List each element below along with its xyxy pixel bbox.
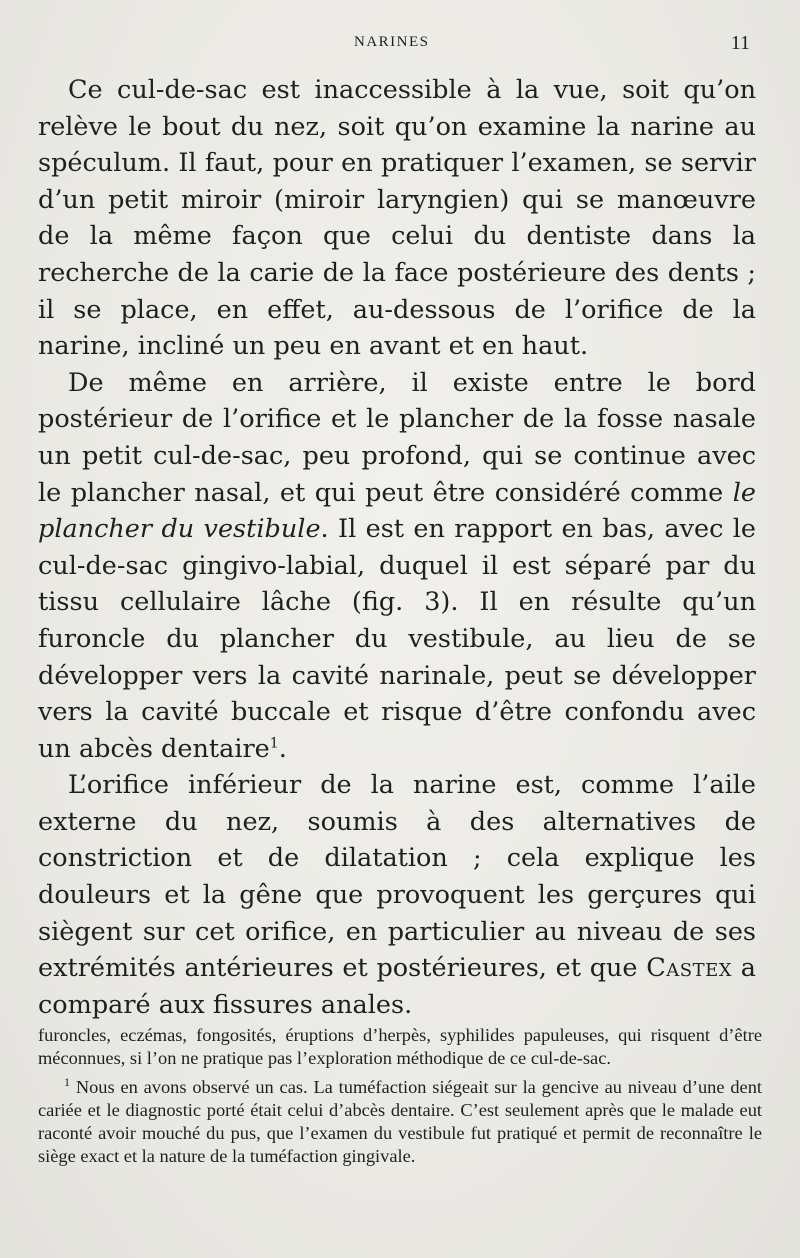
paragraph-2-text-a: De même en arrière, il existe entre le bord postérieur de l’orifice et le plancher de la fosse nasale un petit cul-de-sac, peu profond, qui se continue avec le plancher nasal, et qui peut être considéré comme (38, 367, 756, 508)
footnote-1 (38, 1076, 762, 1168)
paragraph-3-text-b: a comparé aux fissures anales. (38, 953, 757, 1020)
page-number: 11 (730, 32, 750, 54)
italic-term: le plancher du vestibule (38, 477, 756, 545)
footnote-1-text: Nous en avons observé un cas. La tuméfaction siégeait sur la gencive au niveau d’une dent cariée et le diagnostic porté était celui d’abcès dentaire. C’est seulement après que le malade eut raconté avoir mouché du pus, que l’examen du vestibule fut pratiqué et permit de reconnaître le siège exact et la nature de la tuméfaction gingivale. (38, 1077, 762, 1166)
paragraph-2-end: . (278, 733, 287, 764)
paragraph-1: Ce cul-de-sac est inaccessible à la vue, soit qu’on relève le bout du nez, soit qu’on examine la narine au spéculum. Il faut, pour en pratiquer l’examen, se servir d’un petit miroir (miroir laryngien) qui se manœuvre de la même façon que celui du dentiste dans la recherche de la carie de la face postérieure des dents ; il se place, en effet, au-dessous de l’orifice de la narine, incliné un peu en avant et en haut. (38, 75, 756, 362)
author-name: Castex (646, 953, 733, 984)
paragraph-2-text-b: . Il est en rapport en bas, avec le cul-de-sac gingivo-labial, duquel il est séparé par du tissu cellulaire lâche (fig. 3). Il en résulte qu’un furoncle du plancher du vestibule, au lieu de se développer vers la cavité narinale, peut se développer vers la cavité buccale et risque d’être confondu avec un abcès dentaire (38, 514, 756, 764)
paragraph-2 (38, 365, 756, 768)
footnotes (38, 1024, 762, 1168)
page-header (0, 34, 800, 58)
main-text (38, 72, 756, 1023)
footnote-continued: furoncles, eczémas, fongosités, éruptions d’herpès, syphilides papuleuses, qui risquent d’être méconnues, si l’on ne pratique pas l’exploration méthodique de ce cul-de-sac. (38, 1025, 762, 1068)
paragraph-3 (38, 767, 756, 1023)
footnote-reference: 1 (269, 735, 279, 752)
paragraph-3-text-a: L’orifice inférieur de la narine est, comme l’aile externe du nez, soumis à des alternatives de constriction et de dilatation ; cela explique les douleurs et la gêne que provoquent les gerçures qui siègent sur cet orifice, en particulier au niveau de ses extrémités antérieures et postérieures, et que (38, 770, 756, 984)
footnote-mark: 1 (64, 1074, 70, 1089)
running-title: NARINES (354, 34, 430, 50)
